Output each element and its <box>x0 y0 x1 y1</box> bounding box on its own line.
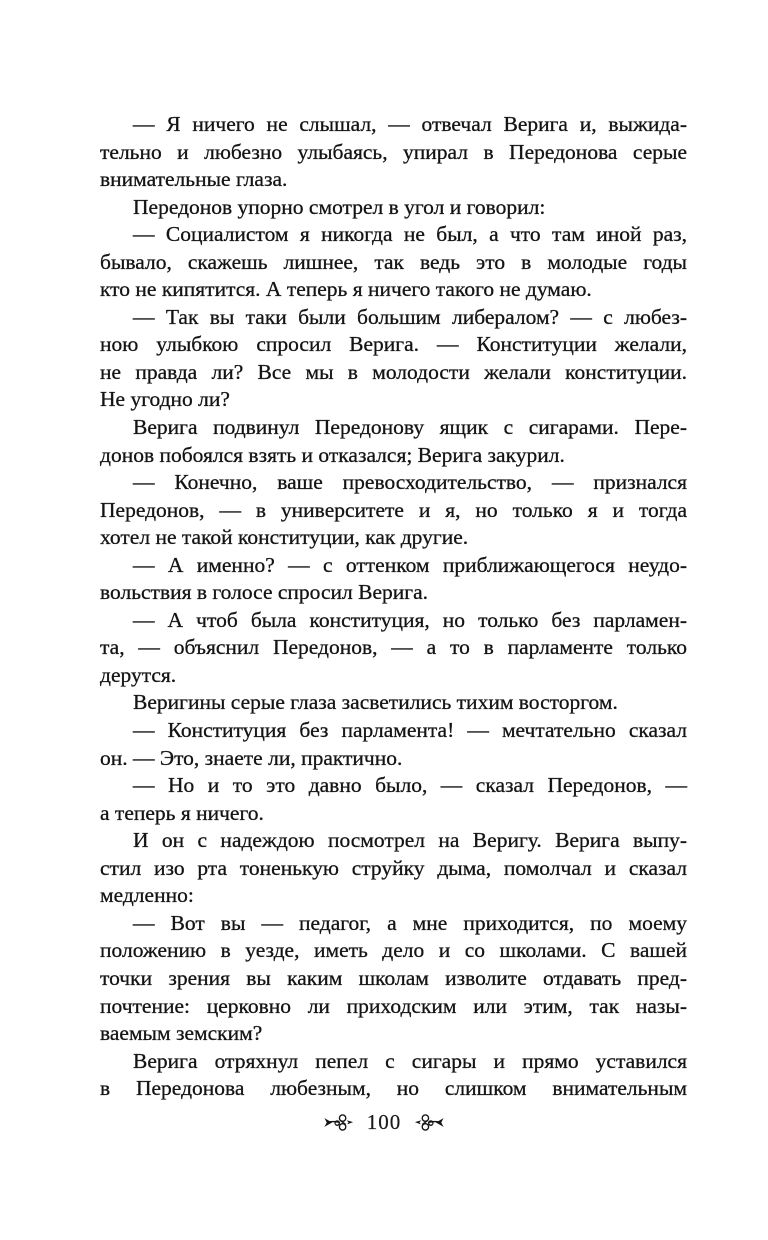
text-line: положению в уезде, иметь дело и со школами. С вашей <box>100 938 687 963</box>
text-line: медленно: <box>100 883 194 908</box>
text-line: дерутся. <box>100 662 177 687</box>
text-line: кто не кипятится. А теперь я ничего такого не думаю. <box>100 277 592 302</box>
text-line: Не угодно ли? <box>100 387 230 412</box>
text-line: — Вот вы — педагог, а мне приходится, по моему <box>133 910 687 935</box>
fleuron-left-icon <box>323 1112 354 1133</box>
text-line: ваемым земским? <box>100 1021 263 1046</box>
text-line: — Я ничего не слышал, — отвечал Верига и, выжида- <box>133 112 687 136</box>
fleuron-right-icon <box>414 1112 445 1133</box>
text-line: в Передонова любезным, но слишком внимательным <box>100 1076 687 1101</box>
text-line: — А чтоб была конституция, но только без парламен- <box>133 607 687 632</box>
text-line: хотел не такой конституции, как другие. <box>100 525 469 550</box>
text-line: Передонов упорно смотрел в угол и говорил: <box>133 194 546 219</box>
text-line: та, — объяснил Передонов, — а то в парламенте только <box>100 635 687 660</box>
page-footer <box>0 1104 768 1140</box>
text-line: И он с надеждою посмотрел на Веригу. Верига выпу- <box>133 828 687 853</box>
text-line: Верига отряхнул пепел с сигары и прямо уставился <box>133 1048 687 1073</box>
text-line: вольствия в голосе спросил Верига. <box>100 580 428 605</box>
text-line: почтение: церковно ли приходским или этим, так назы- <box>100 993 687 1018</box>
text-line: — Так вы таки были большим либералом? — с любез- <box>133 304 687 329</box>
text-line: бывало, скажешь лишнее, так ведь это в молодые годы <box>100 249 687 274</box>
text-line: донов побоялся взять и отказался; Верига закурил. <box>100 442 565 467</box>
text-line: — Конечно, ваше превосходительство, — признался <box>133 470 687 495</box>
page-number: 100 <box>366 1109 402 1134</box>
text-line: точки зрения вы каким школам изволите отдавать пред- <box>100 965 687 990</box>
text-line: — Социалистом я никогда не был, а что там иной раз, <box>133 222 687 247</box>
text-line: не правда ли? Все мы в молодости желали конституции. <box>100 359 687 384</box>
text-line: Передонов, — в университете и я, но только я и тогда <box>100 497 687 522</box>
page-text <box>100 111 687 1103</box>
text-line: он. — Это, знаете ли, практично. <box>100 745 403 770</box>
text-line: — А именно? — с оттенком приближающегося неудо- <box>133 552 687 577</box>
text-line: внимательные глаза. <box>100 167 288 192</box>
text-line: а теперь я ничего. <box>100 800 264 825</box>
text-line: стил изо рта тоненькую струйку дыма, помолчал и сказал <box>100 855 687 880</box>
text-line: ною улыбкою спросил Верига. — Конституции желали, <box>100 332 687 357</box>
text-line: тельно и любезно улыбаясь, упирал в Передонова серые <box>100 139 687 164</box>
text-line: — Но и то это давно было, — сказал Передонов, — <box>133 773 687 798</box>
text-line: — Конституция без парламента! — мечтательно сказал <box>133 718 687 743</box>
text-line: Верига подвинул Передонову ящик с сигарами. Пере- <box>133 415 687 440</box>
text-line: Веригины серые глаза засветились тихим восторгом. <box>133 690 618 715</box>
